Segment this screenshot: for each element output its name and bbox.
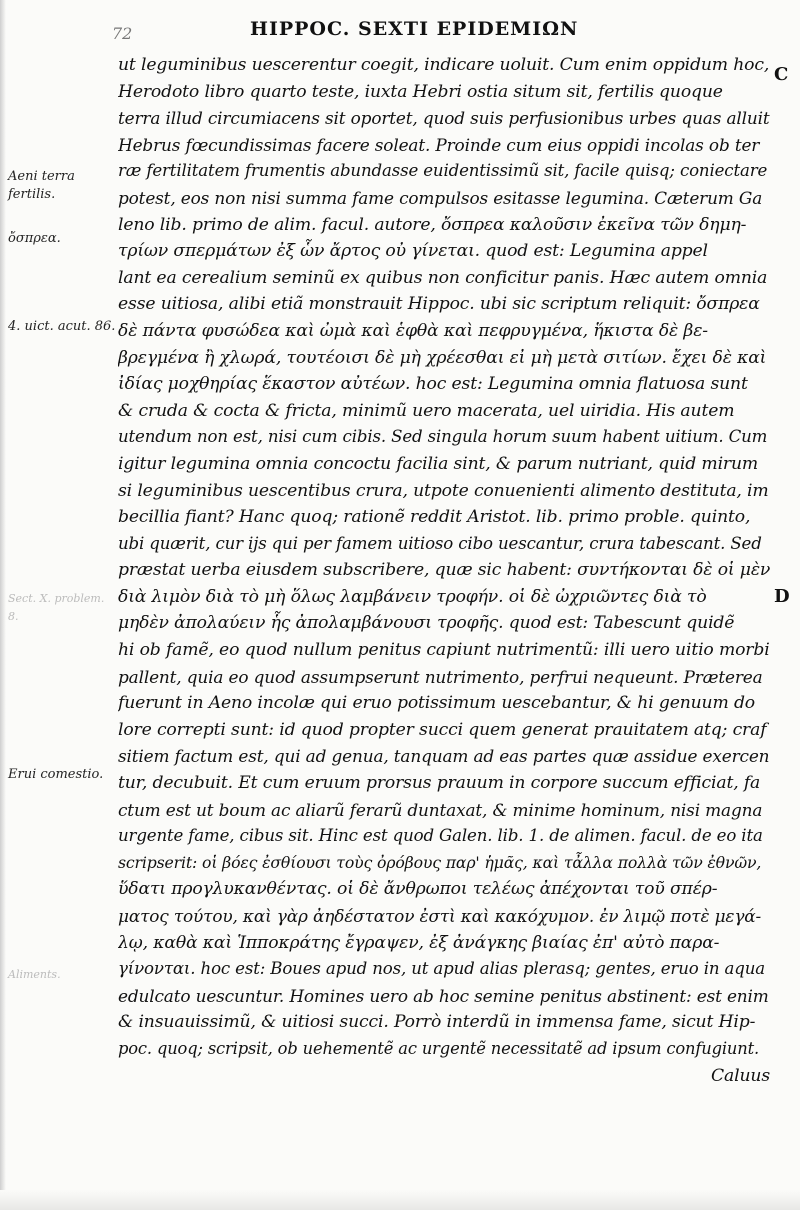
text-line: Herodoto libro quarto teste, iuxta Hebri ostia situm sit, fertilis quoque	[118, 81, 723, 102]
text-line: ἰδίας μοχθηρίας ἕκαστον αὐτέων. hoc est: Legumina omnia flatuosa sunt	[118, 374, 748, 395]
running-head: HIPPOC. SEXTI EPIDEMIΩN	[250, 18, 579, 40]
text-line: λῳ, καθὰ καὶ Ἱπποκράτης ἔγραψεν, ἐξ ἀνάγκης βιαίας ἐπ' αὐτὸ παρα-	[118, 932, 720, 953]
text-line: lore correpti sunt: id quod propter succi quem generat prauitatem atq; craf	[118, 719, 767, 740]
text-line: urgente fame, cibus sit. Hinc est quod Galen. lib. 1. de alimen. facul. de eo ita	[118, 826, 763, 846]
text-line: sitiem factum est, qui ad genua, tanquam ad eas partes quæ assidue exercen	[118, 746, 770, 767]
text-line: τρίων σπερμάτων ἐξ ὧν ἄρτος οὐ γίνεται. quod est: Legumina appel	[118, 241, 708, 262]
text-line: potest, eos non nisi summa fame compulsos esitasse legumina. Cæterum Ga	[118, 187, 763, 208]
page-edge	[0, 0, 6, 1210]
text-line: ubi quærit, cur ijs qui per famem uitioso cibo uescantur, crura tabescant. Sed	[118, 533, 762, 553]
text-line: μηδὲν ἀπολαύειν ἧς ἀπολαμβάνουσι τροφῆς. quod est: Tabescunt quidẽ	[118, 613, 735, 634]
text-line: igitur legumina omnia concoctu facilia sint, & parum nutriant, quid mirum	[118, 453, 759, 474]
text-line: leno lib. primo de alim. facul. autore, ὄσπρεα καλοῦσιν ἐκεῖνα τῶν δημη-	[118, 214, 747, 235]
page-bottom-edge	[0, 1190, 800, 1210]
page-number: 72	[112, 24, 133, 43]
margin-note-aeni: Aeni terra fertilis.	[8, 169, 75, 202]
body-text	[118, 52, 770, 1089]
text-line: hi ob famẽ, eo quod nullum penitus capiunt nutrimentũ: illi uero uitio morbi	[118, 640, 770, 661]
catchword: Caluus	[711, 1065, 770, 1086]
text-line: ματος τούτου, καὶ γὰρ ἀηδέστατον ἐστὶ καὶ κακόχυμον. ἐν λιμῷ ποτὲ μεγά-	[118, 906, 762, 926]
text-line: ctum est ut boum ac aliarũ ferarũ duntaxat, & minime hominum, nisi magna	[118, 799, 763, 820]
text-line: & insuauissimũ, & uitiosi succi. Porrò interdũ in immensa fame, sicut Hip-	[118, 1012, 756, 1033]
text-line: & cruda & cocta & fricta, minimũ uero macerata, uel uiridia. His autem	[118, 400, 735, 421]
margin-note-problem: Sect. X. problem. 8.	[8, 592, 105, 623]
text-line: ræ fertilitatem frumentis abundasse euidentissimũ sit, facile quisq; coniectare	[118, 161, 768, 181]
text-line: præstat uerba eiusdem subscribere, quæ sic habent: συντήκονται δὲ οἱ μὲν	[118, 560, 770, 581]
text-line: διὰ λιμὸν διὰ τὸ μὴ ὅλως λαμβάνειν τροφήν. οἱ δὲ ὠχριῶντες διὰ τὸ	[118, 586, 707, 607]
text-line: terra illud circumiacens sit oportet, quod suis perfusionibus urbes quas alluit	[118, 108, 770, 129]
text-line: βρεγμένα ἢ χλωρά, τουτέοισι δὲ μὴ χρέεσθαι εἰ μὴ μετὰ σιτίων. ἔχει δὲ καὶ	[118, 347, 767, 368]
text-line: edulcato uescuntur. Homines uero ab hoc semine penitus abstinent: est enim	[118, 985, 769, 1006]
text-line: tur, decubuit. Et cum eruum prorsus prauum in corpore succum efficiat, fa	[118, 773, 761, 794]
text-line: lant ea cerealium seminũ ex quibus non conficitur panis. Hæc autem omnia	[118, 267, 768, 288]
section-letter-d: D	[774, 586, 790, 607]
text-line: Hebrus fœcundissimas facere soleat. Proinde cum eius oppidi incolas ob ter	[118, 134, 760, 155]
text-line: pallent, quia eo quod assumpserunt nutrimento, perfrui nequeunt. Præterea	[118, 666, 763, 687]
text-line: utendum non est, nisi cum cibis. Sed singula horum suum habent uitium. Cum	[118, 427, 768, 447]
margin-note-erui: Erui comestio.	[8, 767, 104, 782]
text-line: ut leguminibus uescerentur coegit, indicare uoluit. Cum enim oppidum hoc,	[118, 55, 770, 75]
margin-note-uict-acut: 4. uict. acut. 86.	[8, 319, 116, 334]
margin-note-ospreia: ὄσπρεα.	[8, 231, 61, 246]
margin-note-aliments: Aliments.	[8, 968, 61, 981]
text-line: si leguminibus uescentibus crura, utpote conuenienti alimento destituta, im	[118, 480, 769, 501]
text-line: γίνονται. hoc est: Boues apud nos, ut apud alias plerasq; gentes, eruo in aqua	[118, 959, 766, 979]
section-letter-c: C	[774, 64, 789, 85]
text-line: ὕδατι προγλυκανθέντας. οἱ δὲ ἄνθρωποι τελέως ἀπέχονται τοῦ σπέρ-	[118, 879, 718, 900]
text-line: poc. quoq; scripsit, ob uehementẽ ac urgentẽ necessitatẽ ad ipsum confugiunt.	[118, 1038, 760, 1058]
text-line: δὲ πάντα φυσώδεα καὶ ὠμὰ καὶ ἑφθὰ καὶ πεφρυγμένα, ἥκιστα δὲ βε-	[118, 320, 708, 341]
text-line: esse uitiosa, alibi etiã monstrauit Hippoc. ubi sic scriptum reliquit: ὄσπρεα	[118, 294, 760, 315]
text-line: becillia fiant? Hanc quoq; rationẽ reddit Aristot. lib. primo proble. quinto,	[118, 507, 751, 528]
text-line: fuerunt in Aeno incolæ qui eruo potissimum uescebantur, & hi genuum do	[118, 693, 755, 714]
text-line: scripserit: οἱ βόες ἐσθίουσι τοὺς ὀρόβους παρ' ἡμᾶς, καὶ τἆλλα πολλὰ τῶν ἐθνῶν,	[118, 852, 762, 872]
